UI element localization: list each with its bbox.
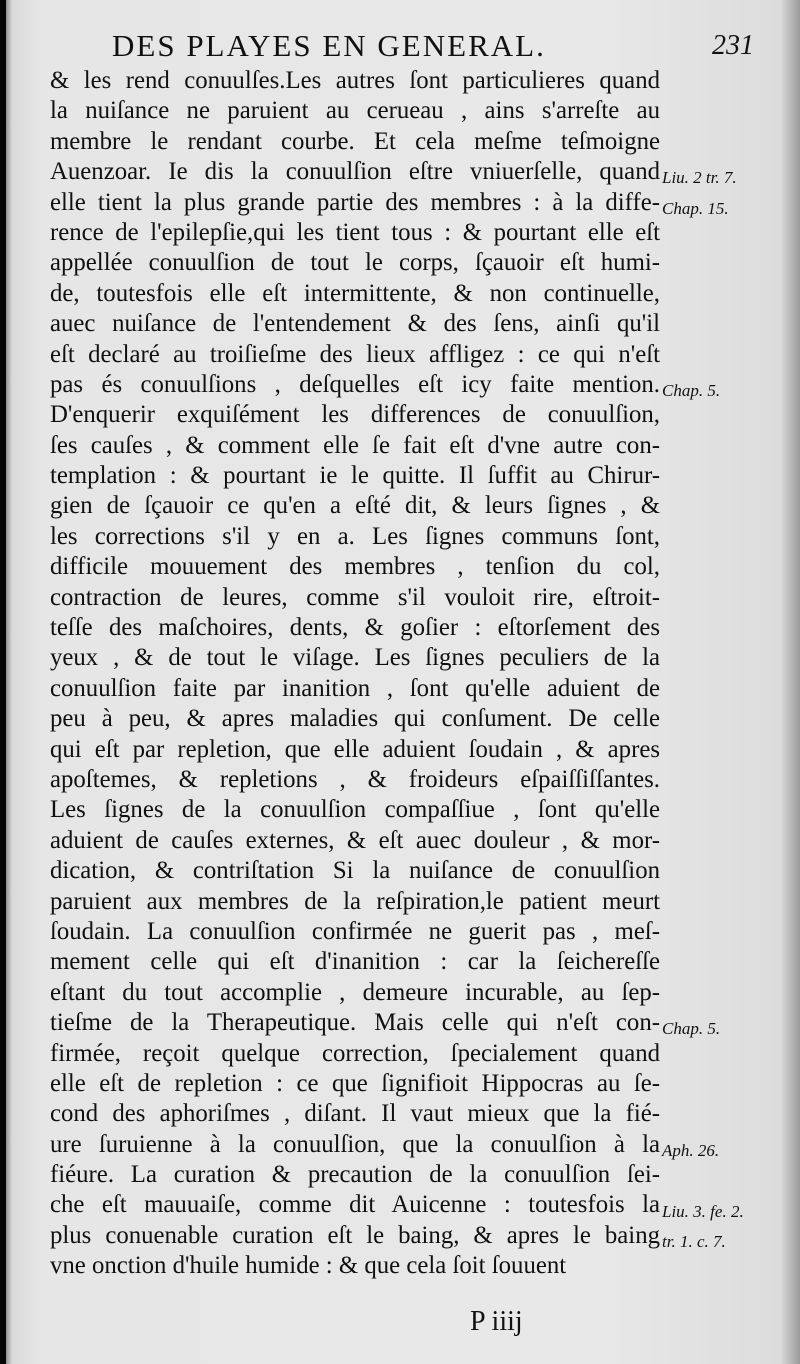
text-line: eſt declaré au troiſieſme des lieux affligez : ce qui n'eſt bbox=[50, 340, 660, 368]
text-line: yeux , & de tout le viſage. Les ſignes peculiers de la bbox=[50, 644, 660, 672]
margin-note: Liu. 2 tr. 7. bbox=[662, 168, 737, 188]
margin-note: Chap. 5. bbox=[662, 1019, 721, 1039]
text-line: les corrections s'il y en a. Les ſignes communs ſont, bbox=[50, 522, 660, 550]
margin-note: Chap. 5. bbox=[662, 381, 721, 400]
body-text bbox=[50, 66, 744, 1282]
margin-note: Aph. 26. bbox=[662, 1141, 720, 1160]
text-line: paruient aux membres de la reſpiration,le patient meurt bbox=[50, 887, 660, 915]
margin-note: Liu. 3. fe. 2. bbox=[662, 1201, 744, 1221]
text-line: fiéure. La curation & precaution de la conuulſion ſei- bbox=[50, 1161, 660, 1189]
text-line: de, toutesfois elle eſt intermittente, & non continuelle, bbox=[50, 279, 660, 307]
text-line: aduient de cauſes externes, & eſt auec douleur , & mor- bbox=[50, 826, 660, 854]
text-line: D'enquerir exquiſément les differences de conuulſion, bbox=[50, 401, 660, 429]
text-line: elle eſt de repletion : ce que ſignifioit Hippocras au ſe- bbox=[50, 1069, 660, 1097]
text-line: pas és conuulſions , deſquelles eſt icy faite mention. bbox=[50, 370, 660, 398]
text-line: vne onction d'huile humide : & que cela ſoit ſouuent bbox=[50, 1252, 567, 1280]
text-line: peu à peu, & apres maladies qui conſument. De celle bbox=[50, 705, 660, 733]
text-line: dication, & contriſtation Si la nuiſance de conuulſion bbox=[50, 857, 660, 885]
text-line: appellée conuulſion de tout le corps, ſçauoir eſt humi- bbox=[50, 249, 660, 277]
text-line: apoſtemes, & repletions , & froideurs eſpaiſſiſſantes. bbox=[50, 765, 660, 793]
text-line: plus conuenable curation eſt le baing, & apres le baing bbox=[50, 1221, 660, 1249]
text-line: rence de l'epilepſie,qui les tient tous : & pourtant elle eſt bbox=[50, 218, 660, 246]
text-line: Les ſignes de la conuulſion compaſſiue , ſont qu'elle bbox=[50, 796, 660, 824]
text-line: Auenzoar. Ie dis la conuulſion eſtre vniuerſelle, quand bbox=[50, 158, 660, 186]
text-line: la nuiſance ne paruient au cerueau , ains s'arreſte au bbox=[50, 97, 660, 125]
text-line: membre le rendant courbe. Et cela meſme teſmoigne bbox=[50, 127, 660, 155]
text-line: elle tient la plus grande partie des membres : à la diffe- bbox=[50, 188, 660, 216]
text-line: templation : & pourtant ie le quitte. Il ſuffit au Chirur- bbox=[50, 462, 660, 490]
spine-shadow bbox=[0, 0, 6, 1364]
text-line: auec nuiſance de l'entendement & des ſens, ainſi qu'il bbox=[50, 310, 660, 338]
text-line: qui eſt par repletion, que elle aduient ſoudain , & apres bbox=[50, 735, 660, 763]
text-line: tieſme de la Therapeutique. Mais celle qui n'eſt con- bbox=[50, 1009, 660, 1037]
text-line: ſes cauſes , & comment elle ſe fait eſt d'vne autre con- bbox=[50, 431, 660, 459]
text-line: ure ſuruienne à la conuulſion, que la conuulſion à la bbox=[50, 1130, 660, 1158]
text-line: teſſe des maſchoires, dents, & goſier : eſtorſement des bbox=[50, 614, 660, 642]
text-line: firmée, reçoit quelque correction, ſpecialement quand bbox=[50, 1039, 660, 1067]
text-line: & les rend conuulſes.Les autres ſont particulieres quand bbox=[50, 67, 660, 94]
text-line: difficile mouuement des membres , tenſion du col, bbox=[50, 553, 660, 581]
page-number: 231 bbox=[712, 30, 754, 61]
running-title: DES PLAYES EN GENERAL. bbox=[112, 28, 546, 63]
text-line: contraction de leures, comme s'il vouloit rire, eſtroit- bbox=[50, 583, 660, 611]
text-line: che eſt mauuaiſe, comme dit Auicenne : toutesfois la bbox=[50, 1191, 660, 1219]
margin-note: Chap. 15. bbox=[662, 198, 729, 218]
text-line: conuulſion faite par inanition , ſont qu'elle aduient de bbox=[50, 674, 660, 702]
margin-note: tr. 1. c. 7. bbox=[662, 1232, 726, 1252]
text-line: eſtant du tout accomplie , demeure incurable, au ſep- bbox=[50, 978, 660, 1006]
signature-mark: P iiij bbox=[470, 1306, 523, 1337]
text-line: mement celle qui eſt d'inanition : car la ſeichereſſe bbox=[50, 948, 660, 976]
text-line: ſoudain. La conuulſion confirmée ne guerit pas , meſ- bbox=[50, 917, 660, 945]
text-line: gien de ſçauoir ce qu'en a eſté dit, & leurs ſignes , & bbox=[50, 492, 660, 520]
text-line: cond des aphoriſmes , diſant. Il vaut mieux que la fié- bbox=[50, 1100, 660, 1128]
